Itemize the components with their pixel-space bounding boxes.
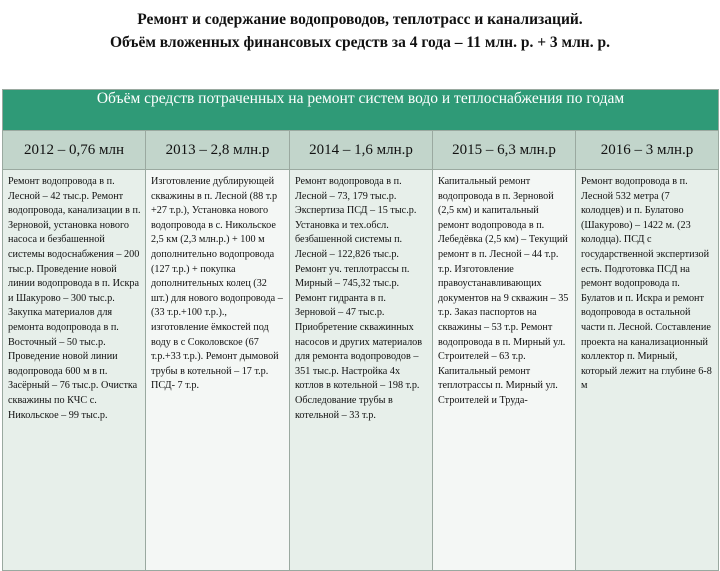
- details-cell-2016: [576, 170, 719, 571]
- year-2012-header: 2012 – 0,76 млн: [3, 131, 146, 170]
- banner-row: [3, 90, 719, 131]
- title-line-2: Объём вложенных финансовых средств за 4 года – 11 млн. р. + 3 млн. р.: [110, 34, 610, 51]
- details-text-2013: Изготовление дублирующей скважины в п. Лесной (88 т.р +27 т.р.), Установка нового водопровода в с. Никольское 2,5 км (2,3 млн.р.) + 100 м дополнительно водопровода (127 т.р.) + покупка дополнительных колец (32 шт.) для нового водопровода – (33 т.р.+100 т.р.)., изготовление ёмкостей под воду в с Соколовское (67 т.р.+33 т.р.). Ремонт дымовой трубы в котельной – 17 т.р. ПСД- 7 т.р.: [151, 176, 283, 392]
- details-cell-2012: [3, 170, 146, 571]
- details-text-2014: Ремонт водопровода в п. Лесной – 73, 179 тыс.р. Экспертиза ПСД – 15 тыс.р. Установка и тех.обсл. безбашенной системы п. Лесной – 122,826 тыс.р. Ремонт уч. теплотрассы п. Мирный – 745,32 тыс.р. Ремонт гидранта в п. Зерновой – 47 тыс.р. Приобретение скважинных насосов и других материалов для ремонта водопроводов – 351 тыс.р. Настройка 4х котлов в котельной – 198 т.р. Обследование трубы в котельной – 33 т.р.: [295, 176, 423, 421]
- year-2013-header: 2013 – 2,8 млн.р: [146, 131, 290, 170]
- details-text-2012: Ремонт водопровода в п. Лесной – 42 тыс.р. Ремонт водопровода, канализации в п. Зерновой, установка нового насоса и безбашенной системы водоснабжения – 200 тыс.р. Проведение новой линии водопровода в п. Искра и Шакурово – 300 тыс.р. Закупка материалов для ремонта водопровода в п. Восточный – 50 тыс.р. Проведение новой линии водопровода 600 м в п. Засёрный – 76 тыс.р. Очистка скважины по КЧС с. Никольское – 99 тыс.р.: [8, 176, 141, 421]
- details-text-2015: Капитальный ремонт водопровода в п. Зерновой (2,5 км) и капитальный ремонт водопровода в п. Лебедёвка (2,5 км) – Текущий ремонт в п. Лесной – 44 т.р. т.р. Изготовление правоустанавливающих документов на 9 скважин – 35 т.р. Заказ паспортов на скважины – 53 т.р. Ремонт водопровода в п. Мирный ул. Строителей – 63 т.р. Капитальный ремонт теплотрассы п. Мирный ул. Строителей и Труда-: [438, 176, 569, 406]
- year-2015-header: 2015 – 6,3 млн.р: [433, 131, 576, 170]
- title-line-1: Ремонт и содержание водопроводов, теплотрасс и канализаций.: [137, 11, 583, 28]
- details-row: [3, 170, 719, 571]
- details-cell-2013: [146, 170, 290, 571]
- details-cell-2015: [433, 170, 576, 571]
- years-row: [3, 131, 719, 170]
- details-cell-2014: [290, 170, 433, 571]
- details-text-2016: Ремонт водопровода в п. Лесной 532 метра (7 колодцев) и п. Булатово (Шакурово) – 1422 м. (23 колодца). ПСД с государственной экспертизой есть. Подготовка ПСД на ремонт водопровода п. Булатов и п. Искра и ремонт водопровода в остальной части п. Лесной. Составление проекта на канализационный коллектор п. Мирный, который лежит на глубине 6-8 м: [581, 176, 712, 392]
- year-2014-header: 2014 – 1,6 млн.р: [290, 131, 433, 170]
- page-title: [0, 8, 720, 54]
- table-banner: Объём средств потраченных на ремонт систем водо и теплоснабжения по годам: [3, 90, 719, 131]
- year-2016-header: 2016 – 3 млн.р: [576, 131, 719, 170]
- funding-table: [2, 89, 719, 571]
